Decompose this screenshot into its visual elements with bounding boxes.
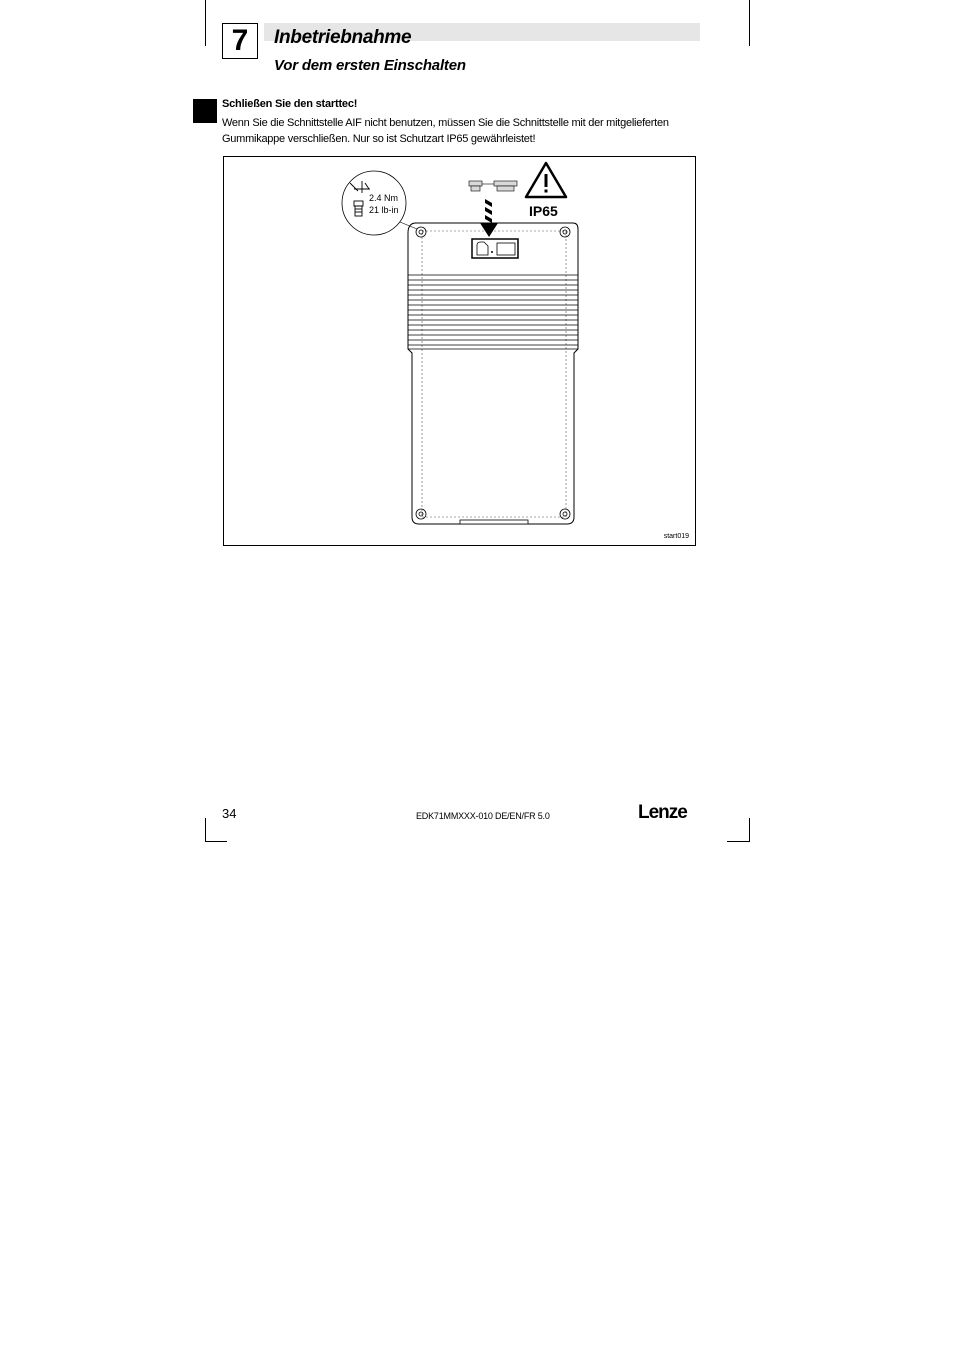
protection-class-label: IP65 — [529, 203, 558, 219]
crop-mark-bottom-left-h — [205, 841, 227, 842]
section-body-text: Wenn Sie die Schnittstelle AIF nicht benutzen, müssen Sie die Schnittstelle mit der mitgelieferten Gummikappe verschließen. Nur so ist Schutzart IP65 gewährleistet! — [222, 117, 669, 145]
device-illustration — [224, 157, 697, 547]
torque-nm-label: 2.4 Nm — [369, 193, 399, 203]
document-code: EDK71MMXXX-010 DE/EN/FR 5.0 — [416, 811, 550, 821]
crop-mark-bottom-right-v — [749, 818, 750, 842]
torque-lbin-label: 21 lb-in — [369, 205, 399, 215]
section-marker — [193, 99, 217, 123]
figure-frame — [223, 156, 696, 546]
chapter-title: Inbetriebnahme — [274, 27, 412, 48]
crop-mark-top-right — [749, 0, 750, 46]
lenze-logo: Lenze — [638, 802, 687, 823]
crop-mark-bottom-right-h — [727, 841, 749, 842]
chapter-subtitle: Vor dem ersten Einschalten — [274, 57, 466, 74]
chapter-number: 7 — [222, 23, 258, 59]
figure-id: start019 — [663, 533, 689, 540]
page-number: 34 — [222, 806, 237, 821]
section-heading: Schließen Sie den starttec! — [222, 98, 358, 110]
crop-mark-top-left — [205, 0, 206, 46]
crop-mark-bottom-left-v — [205, 818, 206, 842]
